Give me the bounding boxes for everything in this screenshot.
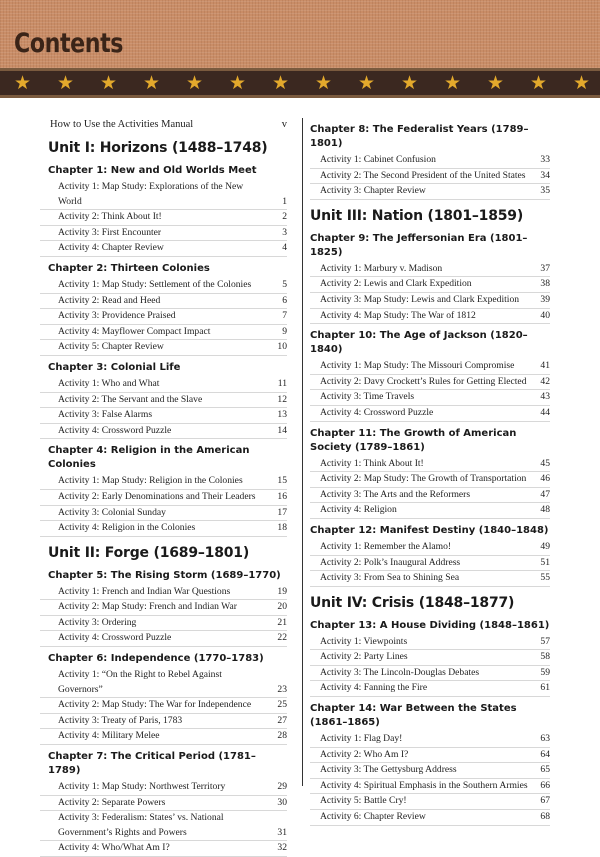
page-number: 15	[277, 475, 287, 487]
activity-label: Activity 2: Early Denominations and Their Leaders	[58, 490, 256, 502]
page-number: 48	[540, 504, 550, 516]
page-number: 25	[277, 699, 287, 711]
activity-label: Activity 1: Remember the Alamo!	[320, 540, 452, 552]
page-number: v	[281, 119, 287, 130]
page-number: 49	[540, 540, 550, 552]
star-icon: ★	[530, 72, 548, 94]
activity-label: Activity 3: Treaty of Paris, 1783	[58, 714, 183, 726]
page-number: 16	[277, 490, 287, 502]
activity-row	[40, 278, 287, 294]
activity-label: Activity 2: Separate Powers	[58, 796, 166, 808]
column-divider	[302, 118, 303, 786]
activity-row	[40, 474, 287, 490]
page-number: 31	[277, 826, 287, 838]
activity-label: Activity 4: Military Melee	[58, 730, 160, 742]
activity-row	[310, 359, 550, 375]
page-number: 40	[540, 309, 550, 321]
page-number: 14	[277, 424, 287, 436]
page-number: 22	[277, 632, 287, 644]
page-number: 27	[277, 714, 287, 726]
activity-row	[310, 262, 550, 278]
page-number: 55	[540, 572, 550, 584]
activity-label: Activity 2: Polk’s Inaugural Address	[320, 556, 461, 568]
chapter-heading: Chapter 12: Manifest Destiny (1840–1848)	[310, 524, 549, 536]
star-icon: ★	[100, 72, 118, 94]
activity-label: Activity 1: Map Study: Settlement of the Colonies	[58, 278, 252, 290]
page-number: 2	[282, 211, 287, 223]
chapter-heading: Chapter 6: Independence (1770–1783)	[48, 653, 264, 665]
page-number: 21	[277, 616, 287, 628]
star-row	[0, 71, 600, 95]
chapter-heading: Chapter 9: The Jeffersonian Era (1801–1825)	[310, 232, 528, 258]
activity-label: Activity 2: Map Study: The War for Independence	[58, 699, 252, 711]
activity-label: Activity 1: Map Study: Northwest Territory	[58, 781, 226, 793]
activity-row	[310, 748, 550, 764]
activity-row	[40, 424, 287, 440]
activity-label: Activity 5: Battle Cry!	[320, 795, 407, 807]
page-number: 33	[540, 154, 550, 165]
star-icon: ★	[272, 72, 290, 94]
page-number: 63	[540, 733, 550, 745]
activity-label: Activity 1: Who and What	[58, 377, 160, 389]
page-number: 47	[540, 488, 550, 500]
page-number: 67	[540, 795, 550, 807]
unit-heading: Unit I: Horizons (1488–1748)	[48, 140, 268, 156]
activity-row	[40, 616, 287, 632]
page-number: 1	[282, 195, 287, 207]
page-title: Contents	[14, 28, 124, 59]
activity-label: Activity 1: Viewpoints	[320, 635, 408, 647]
activity-row	[310, 779, 550, 795]
activity-row	[40, 490, 287, 506]
page-number: 10	[277, 341, 287, 353]
activity-label: Activity 4: Religion in the Colonies	[58, 522, 196, 534]
activity-label: Activity 6: Chapter Review	[320, 811, 426, 823]
page-number: 38	[540, 278, 550, 290]
page-number: 61	[540, 682, 550, 694]
activity-label: Activity 1: “On the Right to Rebel Against Governors”	[58, 669, 222, 695]
page-number: 66	[540, 779, 550, 791]
activity-label: Activity 3: Map Study: Lewis and Clark Expedition	[320, 293, 520, 305]
activity-row	[310, 153, 550, 169]
activity-label: Activity 4: Crossword Puzzle	[58, 424, 172, 436]
page-number: 9	[282, 325, 287, 337]
activity-label: Activity 3: Ordering	[58, 616, 137, 628]
star-band	[0, 68, 600, 98]
activity-row	[40, 668, 287, 698]
page-number: 43	[540, 391, 550, 403]
page-number: 58	[540, 651, 550, 663]
activity-label: Activity 4: Fanning the Fire	[320, 682, 428, 694]
page-number: 4	[282, 242, 287, 254]
page-number: 65	[540, 764, 550, 776]
star-icon: ★	[487, 72, 505, 94]
activity-row	[310, 732, 550, 748]
star-icon: ★	[401, 72, 419, 94]
page-number: 68	[540, 811, 550, 823]
activity-row	[40, 631, 287, 647]
activity-row	[40, 393, 287, 409]
activity-row	[40, 241, 287, 257]
page-number: 29	[277, 781, 287, 793]
activity-label: Activity 2: Davy Crockett’s Rules for Getting Elected	[320, 375, 527, 387]
page-number: 12	[277, 393, 287, 405]
chapter-heading: Chapter 2: Thirteen Colonies	[48, 262, 210, 274]
unit-heading: Unit III: Nation (1801–1859)	[310, 207, 524, 224]
page-number: 45	[540, 457, 550, 469]
page-number: 57	[540, 635, 550, 647]
activity-label: Activity 3: Federalism: States’ vs. National Government’s Rights and Powers	[58, 812, 224, 838]
activity-label: Activity 3: False Alarms	[58, 409, 153, 421]
page-number: 64	[540, 748, 550, 760]
activity-row	[310, 571, 550, 587]
activity-row	[310, 556, 550, 572]
activity-label: Activity 3: Providence Praised	[58, 310, 176, 322]
chapter-heading: Chapter 13: A House Dividing (1848–1861)	[310, 619, 550, 631]
activity-label: Activity 2: Map Study: The Growth of Transportation	[320, 473, 527, 485]
activity-label: Activity 4: Map Study: The War of 1812	[320, 309, 476, 321]
chapter-heading: Chapter 7: The Critical Period (1781–1789)	[48, 751, 256, 777]
intro-row	[40, 118, 287, 132]
activity-row	[40, 325, 287, 341]
activity-label: Activity 2: Think About It!	[58, 211, 162, 223]
activity-label: Activity 1: French and Indian War Questions	[58, 585, 231, 597]
unit-heading: Unit II: Forge (1689–1801)	[48, 544, 250, 561]
page-number: 51	[540, 556, 550, 568]
star-icon: ★	[315, 72, 333, 94]
star-icon: ★	[186, 72, 204, 94]
activity-row	[310, 763, 550, 779]
activity-row	[40, 780, 287, 796]
activity-row	[310, 293, 550, 309]
activity-label: Activity 4: Who/What Am I?	[58, 842, 170, 854]
activity-row	[310, 390, 550, 406]
activity-label: Activity 1: Map Study: Religion in the Colonies	[58, 475, 243, 487]
chapter-heading: Chapter 1: New and Old Worlds Meet	[48, 165, 257, 176]
page-number: 13	[277, 409, 287, 421]
page-number: 46	[540, 473, 550, 485]
page-number: 39	[540, 293, 550, 305]
page-number: 34	[540, 169, 550, 181]
activity-label: Activity 3: Time Travels	[320, 391, 415, 403]
page-number: 17	[277, 506, 287, 518]
activity-row	[40, 585, 287, 601]
activity-row	[40, 294, 287, 310]
activity-label: Activity 4: Crossword Puzzle	[58, 632, 172, 644]
activity-row	[40, 506, 287, 522]
activity-label: Activity 2: The Servant and the Slave	[58, 393, 203, 405]
activity-label: Activity 2: Party Lines	[320, 651, 408, 663]
activity-label: Activity 3: The Arts and the Reformers	[320, 488, 471, 500]
activity-label: Activity 2: The Second President of the United States	[320, 169, 526, 181]
activity-row	[40, 226, 287, 242]
activity-label: Activity 5: Chapter Review	[58, 341, 164, 353]
activity-label: Activity 4: Spiritual Emphasis in the Southern Armies	[320, 779, 528, 791]
activity-row	[40, 180, 287, 210]
activity-label: Activity 1: Marbury v. Madison	[320, 262, 443, 274]
page-number: 20	[277, 601, 287, 613]
activity-row	[310, 375, 550, 391]
activity-label: Activity 4: Chapter Review	[58, 242, 164, 254]
header-banner	[0, 0, 600, 68]
activity-row	[310, 406, 550, 422]
chapter-heading: Chapter 11: The Growth of American Society (1789–1861)	[310, 427, 517, 453]
chapter-heading: Chapter 4: Religion in the American Colonies	[48, 445, 250, 471]
star-icon: ★	[14, 72, 32, 94]
page-number: 7	[282, 310, 287, 322]
star-icon: ★	[444, 72, 462, 94]
activity-label: Activity 2: Lewis and Clark Expedition	[320, 278, 472, 290]
activity-label: Activity 3: From Sea to Shining Sea	[320, 572, 460, 584]
activity-row	[40, 811, 287, 841]
activity-label: Activity 1: Map Study: Explorations of the New World	[58, 181, 244, 207]
activity-row	[310, 503, 550, 519]
chapter-heading: Chapter 10: The Age of Jackson (1820–1840)	[310, 330, 528, 356]
activity-row	[310, 650, 550, 666]
activity-label: Activity 2: Read and Heed	[58, 294, 161, 306]
page-number: 32	[277, 842, 287, 854]
page-number: 37	[540, 262, 550, 274]
activity-row	[310, 309, 550, 325]
activity-label: Activity 3: First Encounter	[58, 226, 162, 238]
chapter-heading: Chapter 3: Colonial Life	[48, 361, 181, 373]
page-number: 3	[282, 226, 287, 238]
chapter-heading: Chapter 5: The Rising Storm (1689–1770)	[48, 569, 281, 581]
activity-label: How to Use the Activities Manual	[50, 119, 194, 130]
activity-row	[310, 666, 550, 682]
activity-row	[310, 472, 550, 488]
activity-row	[40, 340, 287, 356]
activity-label: Activity 3: The Lincoln-Douglas Debates	[320, 666, 480, 678]
toc-left-column	[40, 118, 287, 857]
chapter-heading: Chapter 14: War Between the States (1861–1865)	[310, 703, 517, 729]
activity-label: Activity 1: Cabinet Confusion	[320, 154, 436, 165]
activity-row	[310, 810, 550, 826]
activity-row	[40, 698, 287, 714]
unit-heading: Unit IV: Crisis (1848–1877)	[310, 594, 515, 611]
toc-right-column	[310, 118, 550, 826]
activity-label: Activity 3: Chapter Review	[320, 185, 426, 197]
page-number: 30	[277, 796, 287, 808]
activity-label: Activity 3: The Gettysburg Address	[320, 764, 457, 776]
activity-label: Activity 3: Colonial Sunday	[58, 506, 166, 518]
star-icon: ★	[57, 72, 75, 94]
activity-row	[40, 521, 287, 537]
star-icon: ★	[358, 72, 376, 94]
page-number: 6	[282, 294, 287, 306]
activity-row	[40, 796, 287, 812]
activity-row	[310, 681, 550, 697]
activity-row	[40, 210, 287, 226]
star-icon: ★	[229, 72, 247, 94]
activity-label: Activity 2: Map Study: French and Indian War	[58, 601, 237, 613]
activity-row	[310, 169, 550, 185]
page-number: 42	[540, 375, 550, 387]
activity-row	[40, 841, 287, 857]
activity-label: Activity 4: Crossword Puzzle	[320, 406, 434, 418]
page-number: 18	[277, 522, 287, 534]
activity-row	[310, 277, 550, 293]
chapter-heading: Chapter 8: The Federalist Years (1789–1801)	[310, 124, 529, 149]
activity-label: Activity 4: Religion	[320, 504, 397, 516]
activity-label: Activity 4: Mayflower Compact Impact	[58, 325, 211, 337]
activity-label: Activity 1: Flag Day!	[320, 733, 403, 745]
activity-row	[310, 488, 550, 504]
activity-row	[40, 309, 287, 325]
activity-row	[40, 714, 287, 730]
activity-label: Activity 1: Think About It!	[320, 457, 424, 469]
star-icon: ★	[143, 72, 161, 94]
page-number: 41	[540, 360, 550, 372]
activity-row	[40, 408, 287, 424]
star-icon: ★	[573, 72, 591, 94]
activity-row	[310, 794, 550, 810]
page-number: 19	[277, 585, 287, 597]
page-number: 11	[277, 377, 287, 389]
activity-row	[40, 729, 287, 745]
activity-row	[310, 457, 550, 473]
activity-row	[40, 600, 287, 616]
activity-label: Activity 2: Who Am I?	[320, 748, 409, 760]
page-number: 28	[277, 730, 287, 742]
page-number: 59	[540, 666, 550, 678]
activity-row	[40, 377, 287, 393]
activity-row	[310, 635, 550, 651]
page-number: 44	[540, 406, 550, 418]
page-number: 35	[540, 185, 550, 197]
activity-row	[310, 540, 550, 556]
activity-label: Activity 1: Map Study: The Missouri Compromise	[320, 360, 515, 372]
page-number: 23	[277, 683, 287, 695]
page-number: 5	[282, 278, 287, 290]
activity-row	[310, 184, 550, 200]
